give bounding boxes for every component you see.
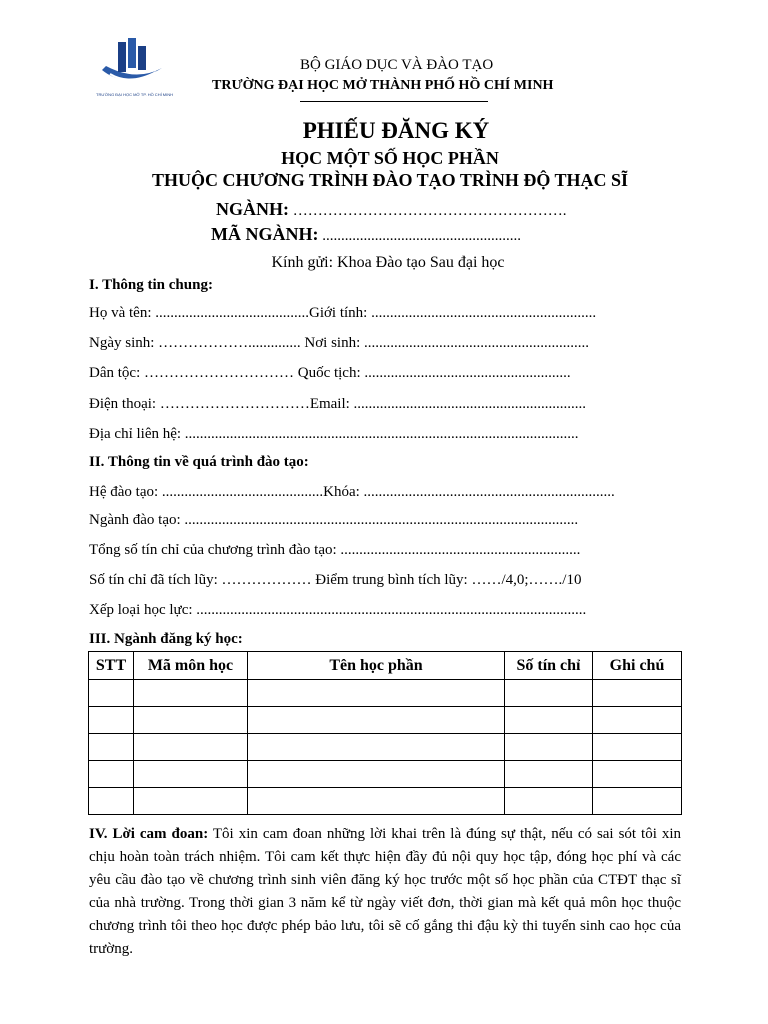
xep-loai-line[interactable]: Xếp loại học lực: ........................................................................................................ bbox=[89, 602, 587, 618]
university-logo bbox=[96, 32, 174, 104]
table-cell[interactable] bbox=[248, 707, 505, 734]
commitment-paragraph bbox=[89, 823, 681, 961]
table-header-row bbox=[89, 652, 682, 680]
table-cell[interactable] bbox=[89, 734, 134, 761]
table-cell[interactable] bbox=[593, 707, 682, 734]
section-1-heading: I. Thông tin chung: bbox=[89, 277, 213, 293]
section-3-heading: III. Ngành đăng ký học: bbox=[89, 631, 243, 647]
col-ten-hoc-phan: Tên học phần bbox=[248, 652, 505, 680]
table-cell[interactable] bbox=[134, 734, 248, 761]
table-cell[interactable] bbox=[248, 761, 505, 788]
table-cell[interactable] bbox=[248, 734, 505, 761]
university-name: TRƯỜNG ĐẠI HỌC MỞ THÀNH PHỐ HỒ CHÍ MINH bbox=[212, 78, 554, 93]
form-subtitle-2: THUỘC CHƯƠNG TRÌNH ĐÀO TẠO TRÌNH ĐỘ THẠC SĨ bbox=[151, 170, 629, 190]
table-cell[interactable] bbox=[134, 761, 248, 788]
col-ghi-chu: Ghi chú bbox=[593, 652, 682, 680]
table-cell[interactable] bbox=[505, 680, 593, 707]
nganh-field[interactable] bbox=[216, 199, 567, 220]
table-cell[interactable] bbox=[134, 707, 248, 734]
table-cell[interactable] bbox=[89, 680, 134, 707]
table-row bbox=[89, 680, 682, 707]
table-cell[interactable] bbox=[89, 707, 134, 734]
table-cell[interactable] bbox=[248, 788, 505, 815]
form-title: PHIẾU ĐĂNG KÝ bbox=[302, 118, 490, 143]
ngay-sinh-line[interactable]: Ngày sinh: ……………….............. Nơi sinh: ............................................................ bbox=[89, 335, 590, 351]
table-cell[interactable] bbox=[248, 680, 505, 707]
nganh-dots: ………………………………………………. bbox=[289, 203, 567, 219]
table-row bbox=[89, 707, 682, 734]
table-row bbox=[89, 734, 682, 761]
table-cell[interactable] bbox=[593, 788, 682, 815]
table-cell[interactable] bbox=[505, 761, 593, 788]
table-cell[interactable] bbox=[593, 734, 682, 761]
header-divider bbox=[300, 101, 488, 102]
ministry-name: BỘ GIÁO DỤC VÀ ĐÀO TẠO bbox=[300, 57, 494, 73]
section-2-heading: II. Thông tin về quá trình đào tạo: bbox=[89, 454, 309, 470]
table-cell[interactable] bbox=[89, 761, 134, 788]
nganh-dao-tao-line[interactable]: Ngành đào tạo: ......................................................................................................... bbox=[89, 512, 579, 528]
dan-toc-line[interactable]: Dân tộc: ………………………… Quốc tịch: ....................................................... bbox=[89, 365, 571, 381]
recipient-line: Kính gửi: Khoa Đào tạo Sau đại học bbox=[271, 254, 505, 271]
table-row bbox=[89, 788, 682, 815]
nganh-label: NGÀNH: bbox=[216, 199, 289, 219]
table-cell[interactable] bbox=[89, 788, 134, 815]
ho-ten-line[interactable]: Họ và tên: .........................................Giới tính: ............................................................ bbox=[89, 305, 597, 321]
commitment-text: Tôi xin cam đoan những lời khai trên là đúng sự thật, nếu có sai sót tôi xin chịu hoàn toàn trách nhiệm. Tôi cam kết thực hiện đầy đủ nội quy học tập, đóng học phí và các yêu cầu đào tạo về chương trình sinh viên đăng ký học trước một số học phần của CTĐT thạc sĩ của nhà trường. Trong thời gian 3 năm kể từ ngày viết đơn, thời gian mà kết quả môn học thuộc chương trình tôi theo học được phép bảo lưu, tôi sẽ cố gắng thi đậu kỳ thi tuyển sinh cao học của trường. bbox=[89, 826, 682, 957]
table-row bbox=[89, 761, 682, 788]
form-subtitle-1: HỌC MỘT SỐ HỌC PHẦN bbox=[281, 148, 499, 168]
ma-nganh-dots: ..................................................... bbox=[318, 228, 521, 244]
section-4-heading: IV. Lời cam đoan: bbox=[89, 826, 209, 842]
table-cell[interactable] bbox=[134, 680, 248, 707]
tong-tin-chi-line[interactable]: Tổng số tín chỉ của chương trình đào tạo: ................................................................ bbox=[89, 542, 581, 558]
he-dao-tao-line[interactable]: Hệ đào tạo: ...........................................Khóa: ................................................................... bbox=[89, 484, 615, 500]
table-cell[interactable] bbox=[593, 680, 682, 707]
table-cell[interactable] bbox=[134, 788, 248, 815]
table-cell[interactable] bbox=[505, 788, 593, 815]
col-stt: STT bbox=[89, 652, 134, 680]
ma-nganh-field[interactable] bbox=[211, 224, 521, 245]
table-cell[interactable] bbox=[593, 761, 682, 788]
table-cell[interactable] bbox=[505, 734, 593, 761]
dien-thoai-line[interactable]: Điện thoại: …………………………Email: .............................................................. bbox=[89, 396, 587, 412]
col-so-tin-chi: Số tín chỉ bbox=[505, 652, 593, 680]
table-cell[interactable] bbox=[505, 707, 593, 734]
ma-nganh-label: MÃ NGÀNH: bbox=[211, 224, 319, 244]
dia-chi-line[interactable]: Địa chỉ liên hệ: ......................................................................................................... bbox=[89, 426, 579, 442]
logo-text: TRƯỜNG ĐẠI HỌC MỞ TP. HỒ CHÍ MINH bbox=[96, 92, 174, 97]
registration-table bbox=[88, 651, 682, 815]
col-ma-mon-hoc: Mã môn học bbox=[134, 652, 248, 680]
tin-chi-tich-luy-line[interactable]: Số tín chỉ đã tích lũy: ……………… Điểm trung bình tích lũy: ……/4,0;……./10 bbox=[89, 572, 582, 588]
